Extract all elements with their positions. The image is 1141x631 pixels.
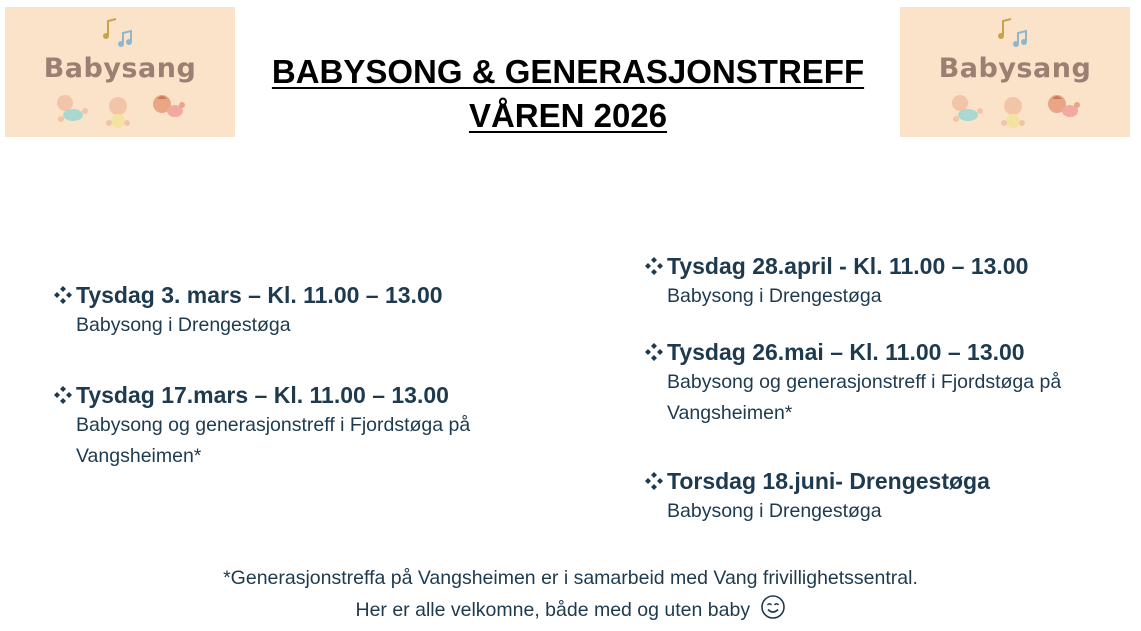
- event-heading: Tysdag 17.mars – Kl. 11.00 – 13.00: [76, 381, 449, 408]
- footer-line-2: Her er alle velkomne, både med og uten baby: [355, 599, 751, 621]
- four-diamond-bullet-icon: [643, 470, 665, 492]
- babysang-logo-left: [5, 7, 235, 137]
- footer-note: [0, 562, 1141, 626]
- title-line-1: BABYSONG & GENERASJONSTREFF: [271, 53, 865, 90]
- four-diamond-bullet-icon: [643, 255, 665, 277]
- footer-line-2-wrap: [0, 594, 1141, 626]
- event-description: Babysong i Drengestøga: [76, 314, 291, 336]
- logo-text-right: Babysang: [938, 53, 1092, 84]
- smiley-face-icon: [760, 594, 786, 620]
- four-diamond-bullet-icon: [52, 284, 74, 306]
- event-description: Babysong i Drengestøga: [667, 285, 882, 307]
- event-heading: Torsdag 18.juni- Drengestøga: [667, 467, 990, 494]
- page-title: [240, 50, 896, 138]
- event-item: [643, 251, 1107, 312]
- event-heading: Tysdag 3. mars – Kl. 11.00 – 13.00: [76, 281, 443, 308]
- event-item: [52, 280, 516, 341]
- event-heading: Tysdag 26.mai – Kl. 11.00 – 13.00: [667, 338, 1025, 365]
- four-diamond-bullet-icon: [52, 384, 74, 406]
- logo-text-left: Babysang: [43, 53, 197, 84]
- footer-line-1: *Generasjonstreffa på Vangsheimen er i samarbeid med Vang frivillighetssentral.: [223, 567, 918, 589]
- event-description: Babysong og generasjonstreff i Fjordstøga på Vangsheimen*: [667, 371, 1062, 424]
- event-item: [643, 337, 1107, 429]
- event-item: [52, 380, 516, 472]
- event-heading: Tysdag 28.april - Kl. 11.00 – 13.00: [667, 252, 1029, 279]
- event-description: Babysong og generasjonstreff i Fjordstøga på Vangsheimen*: [76, 414, 471, 467]
- babysang-logo-right: [900, 7, 1130, 137]
- title-line-2: VÅREN 2026: [468, 97, 668, 134]
- event-description: Babysong i Drengestøga: [667, 500, 882, 522]
- four-diamond-bullet-icon: [643, 341, 665, 363]
- event-item: [643, 466, 1107, 527]
